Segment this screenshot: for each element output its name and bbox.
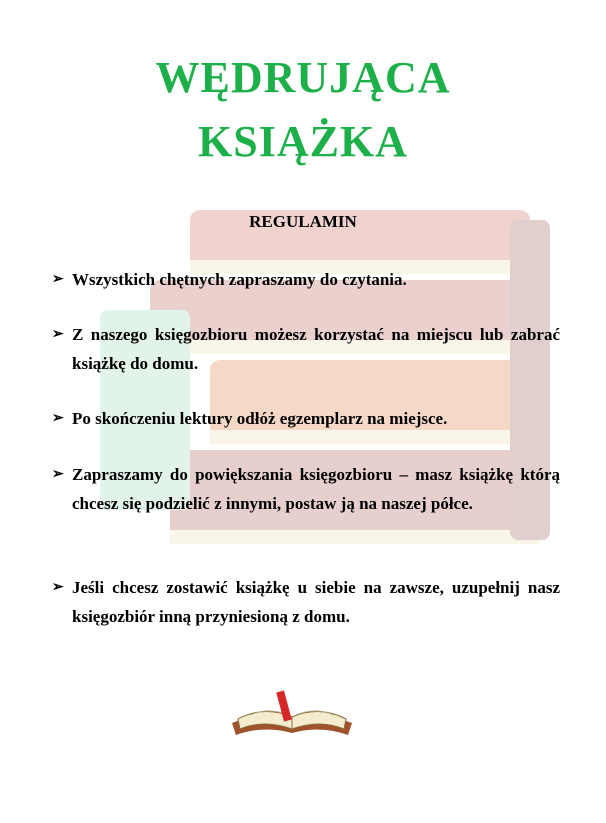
arrow-bullet-icon: ➢ <box>52 272 64 287</box>
rule-item <box>52 460 560 518</box>
rule-text: Jeśli chcesz zostawić książkę u siebie na zawsze, uzupełnij nasz księgozbiór inną przyniesioną z domu. <box>72 578 560 626</box>
arrow-bullet-icon: ➢ <box>52 580 64 595</box>
section-heading: REGULAMIN <box>249 212 357 231</box>
book-stack-background-image <box>40 190 600 580</box>
rule-text: Po skończeniu lektury odłóż egzemplarz na miejsce. <box>72 409 448 428</box>
rule-text: Zapraszamy do powiększania księgozbioru – masz książkę którą chcesz się podzielić z innymi, postaw ją na naszej półce. <box>72 465 560 513</box>
rule-item <box>52 320 560 378</box>
rule-text: Z naszego księgozbioru możesz korzystać na miejscu lub zabrać książkę do domu. <box>72 325 560 373</box>
arrow-bullet-icon: ➢ <box>52 467 64 482</box>
page-title-line-2: KSIĄŻKA <box>198 117 408 166</box>
rule-item <box>52 265 560 294</box>
rule-item <box>52 404 560 433</box>
rule-item <box>52 573 560 631</box>
rule-text: Wszystkich chętnych zapraszamy do czytania. <box>72 270 407 289</box>
page-title-line-1: WĘDRUJĄCA <box>155 53 451 102</box>
open-book-icon <box>222 683 362 743</box>
arrow-bullet-icon: ➢ <box>52 411 64 426</box>
arrow-bullet-icon: ➢ <box>52 327 64 342</box>
